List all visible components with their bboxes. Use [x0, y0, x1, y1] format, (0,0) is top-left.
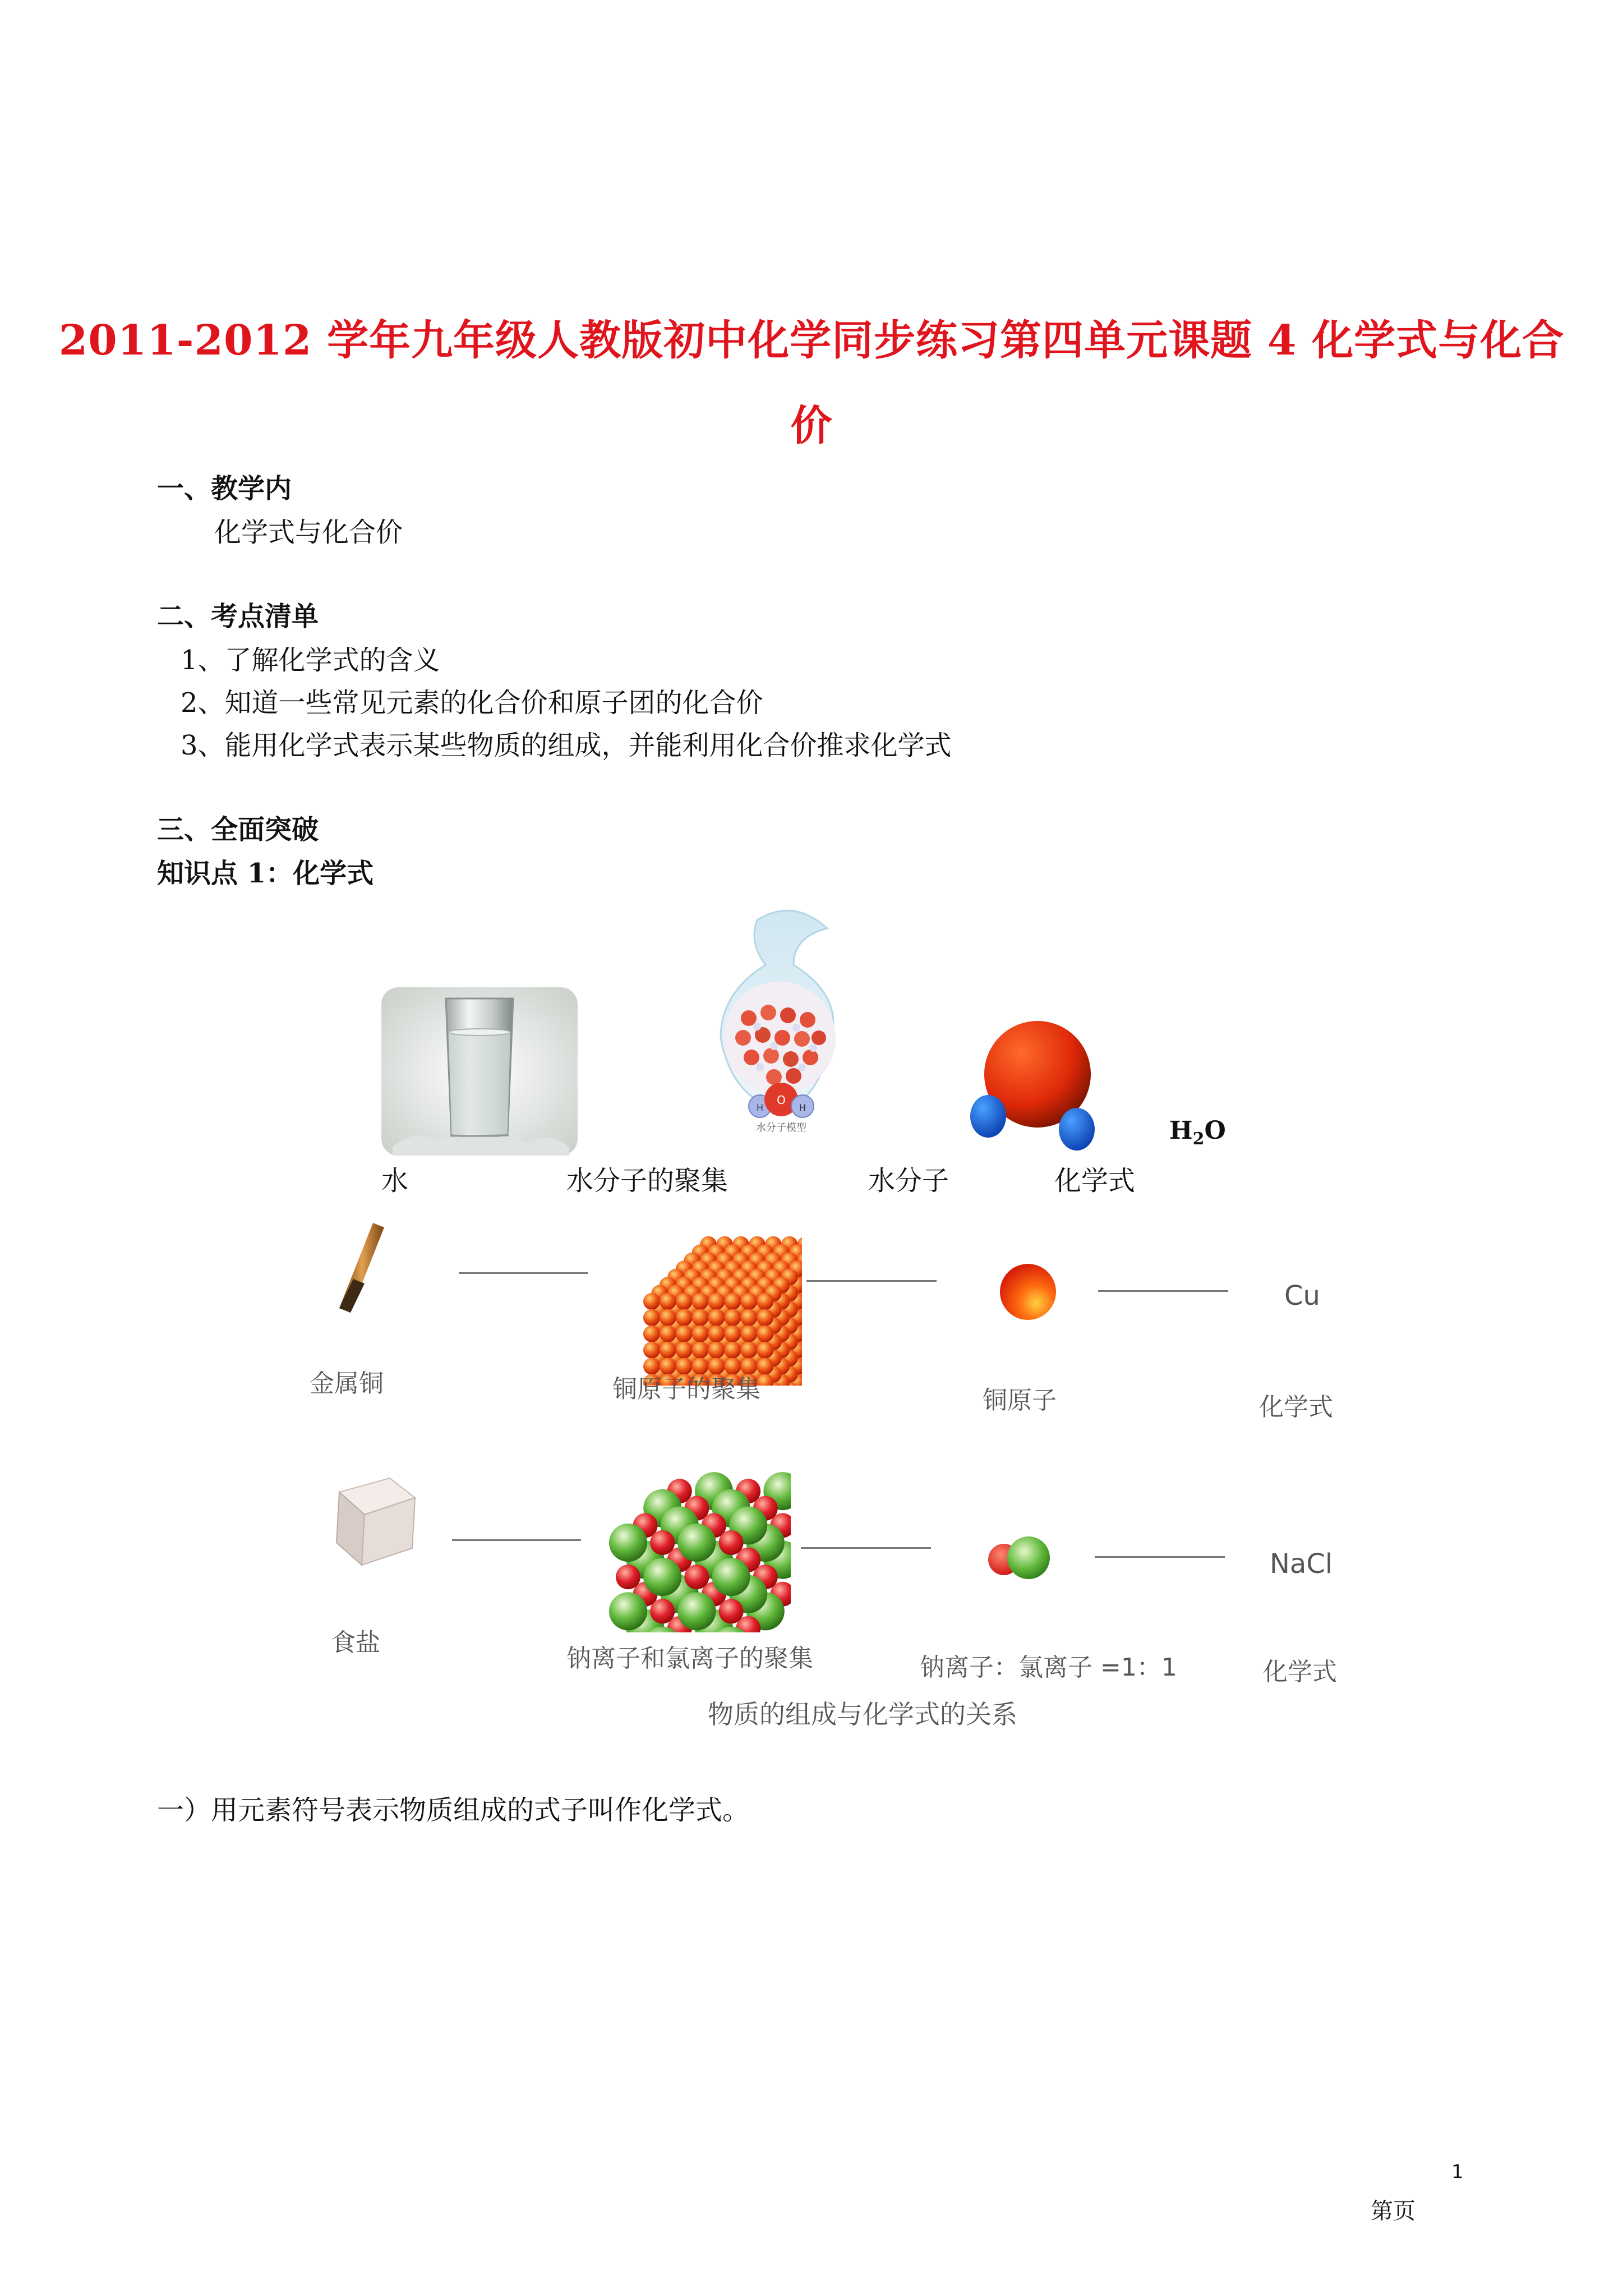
lattice-sphere	[757, 1342, 773, 1359]
label-copper-aggregation: 铜原子的聚集	[612, 1375, 760, 1404]
lattice-sphere	[740, 1293, 757, 1310]
lattice-sphere	[740, 1326, 757, 1342]
lattice-sphere	[719, 1530, 744, 1555]
lattice-sphere	[650, 1599, 675, 1623]
lattice-sphere	[725, 1342, 741, 1359]
label-water-molecule: 水分子	[868, 1165, 949, 1197]
lattice-sphere	[643, 1326, 660, 1342]
page-number: 1	[1451, 2161, 1464, 2183]
lattice-sphere	[616, 1565, 640, 1589]
section1-heading: 一、教学内	[157, 473, 292, 504]
label-nacl-formula: 化学式	[1263, 1658, 1337, 1686]
lattice-sphere	[692, 1293, 709, 1310]
lattice-sphere	[725, 1309, 741, 1326]
lattice-sphere	[692, 1342, 709, 1359]
water-glass-image	[381, 987, 578, 1156]
lattice-sphere	[677, 1524, 716, 1562]
lattice-sphere	[660, 1326, 676, 1342]
list-item: 2、知道一些常见元素的化合价和原子团的化合价	[181, 687, 763, 719]
knowledge-point-heading: 知识点 1：化学式	[157, 858, 374, 889]
nacl-aggregation-image	[606, 1447, 791, 1632]
lattice-sphere	[757, 1309, 773, 1326]
lattice-sphere	[684, 1565, 709, 1589]
formula-subscript: 2	[1192, 1129, 1205, 1149]
list-item: 3、能用化学式表示某些物质的组成，并能利用化合价推求化学式	[181, 730, 952, 761]
connector-line	[801, 1547, 931, 1549]
copper-atom-aggregation-image	[639, 1217, 802, 1386]
lattice-sphere	[708, 1342, 725, 1359]
lattice-sphere	[740, 1309, 757, 1326]
lattice-sphere	[719, 1599, 744, 1623]
lattice-sphere	[757, 1293, 773, 1310]
lattice-sphere	[708, 1293, 725, 1310]
formula-h: H	[1169, 1116, 1193, 1145]
lattice-sphere	[660, 1342, 676, 1359]
connector-line	[1098, 1290, 1228, 1292]
list-item: 1、了解化学式的含义	[181, 645, 440, 676]
lattice-sphere	[660, 1293, 676, 1310]
connector-line	[1095, 1556, 1225, 1558]
lattice-sphere	[708, 1326, 725, 1342]
water-model-caption: 水分子模型	[756, 1122, 806, 1134]
water-molecule-model	[965, 1015, 1110, 1156]
water-formula	[1169, 1116, 1226, 1149]
copper-wire-image	[320, 1217, 398, 1318]
lattice-sphere	[643, 1342, 660, 1359]
label-copper-metal: 金属铜	[310, 1369, 384, 1398]
lattice-sphere	[708, 1309, 725, 1326]
definition-text: 一）用元素符号表示物质组成的式子叫作化学式。	[157, 1795, 750, 1826]
lattice-sphere	[712, 1558, 750, 1596]
page-label: 第页	[1371, 2198, 1415, 2224]
sodium-chloride-ion-pair	[983, 1533, 1055, 1583]
label-water-aggregation: 水分子的聚集	[566, 1165, 728, 1197]
lattice-sphere	[692, 1326, 709, 1342]
label-water-formula: 化学式	[1054, 1165, 1136, 1197]
lattice-sphere	[643, 1558, 681, 1596]
document-title-line1: 2011-2012 学年九年级人教版初中化学同步练习第四单元课题 4 化学式与化合	[58, 316, 1565, 365]
lattice-sphere	[643, 1309, 660, 1326]
lattice-sphere	[677, 1592, 716, 1630]
section3-heading: 三、全面突破	[157, 814, 319, 845]
lattice-sphere	[757, 1326, 773, 1342]
formula-o: O	[1204, 1116, 1226, 1145]
lattice-sphere	[725, 1326, 741, 1342]
oxygen-atom-label: O	[777, 1093, 786, 1107]
lattice-sphere	[725, 1293, 741, 1310]
hydrogen-atom-label: H	[756, 1102, 764, 1113]
lattice-sphere	[643, 1293, 660, 1310]
connector-line	[459, 1272, 588, 1274]
lattice-sphere	[650, 1530, 675, 1555]
label-salt: 食盐	[331, 1628, 380, 1657]
lattice-sphere	[609, 1524, 647, 1562]
salt-crystal-image	[328, 1470, 423, 1571]
figure-caption: 物质的组成与化学式的关系	[708, 1699, 1017, 1729]
lattice-sphere	[660, 1309, 676, 1326]
section1-content: 化学式与化合价	[214, 517, 403, 548]
lattice-sphere	[692, 1309, 709, 1326]
lattice-sphere	[676, 1309, 693, 1326]
lattice-sphere	[609, 1592, 647, 1630]
nacl-formula: NaCl	[1270, 1548, 1333, 1580]
connector-line	[452, 1539, 581, 1541]
water-molecule-aggregation-image	[653, 898, 917, 1139]
lattice-sphere	[676, 1326, 693, 1342]
document-title-line2: 价	[790, 402, 833, 450]
label-copper-atom: 铜原子	[983, 1386, 1057, 1415]
label-water: 水	[381, 1165, 409, 1197]
lattice-sphere	[676, 1342, 693, 1359]
label-copper-formula: 化学式	[1259, 1393, 1333, 1421]
copper-atom	[997, 1261, 1059, 1323]
label-nacl-aggregation: 钠离子和氯离子的聚集	[566, 1644, 813, 1673]
label-ion-ratio: 钠离子：氯离子 =1：1	[920, 1653, 1177, 1682]
lattice-sphere	[740, 1342, 757, 1359]
copper-formula: Cu	[1284, 1280, 1320, 1312]
lattice-sphere	[676, 1293, 693, 1310]
hydrogen-atom-label: H	[799, 1102, 806, 1113]
section2-heading: 二、考点清单	[157, 601, 319, 632]
connector-line	[806, 1280, 937, 1282]
